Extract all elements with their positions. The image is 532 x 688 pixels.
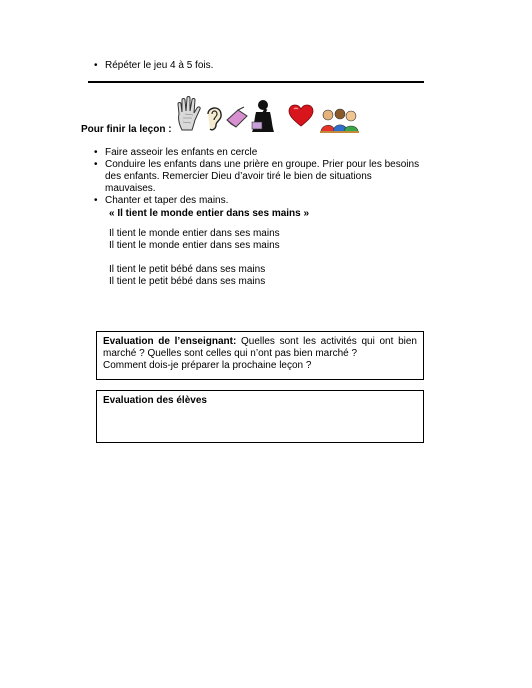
song-lyrics bbox=[109, 228, 409, 288]
finish-item: • Faire asseoir les enfants en cercle bbox=[94, 147, 424, 159]
teacher-eval-label: Evaluation de l’enseignant: bbox=[103, 336, 237, 347]
student-evaluation-box bbox=[96, 390, 424, 443]
song-line bbox=[109, 252, 409, 264]
hand-icon bbox=[176, 96, 202, 132]
ear-icon bbox=[204, 104, 224, 132]
finish-item: • Chanter et taper des mains. bbox=[94, 195, 424, 207]
song-line: Il tient le monde entier dans ses mains bbox=[109, 240, 280, 251]
song-title: « Il tient le monde entier dans ses mains » bbox=[109, 208, 310, 219]
teacher-eval-text bbox=[103, 336, 417, 360]
section-divider bbox=[88, 81, 424, 83]
intro-item: • Répéter le jeu 4 à 5 fois. bbox=[94, 60, 424, 72]
finish-item: • Conduire les enfants dans une prière en groupe. Prier pour les besoins des enfants. Remercier Dieu d’avoir tiré le bien de situations mauvaises. bbox=[94, 159, 424, 195]
student-eval-label: Evaluation des élèves bbox=[103, 395, 207, 406]
song-line: Il tient le petit bébé dans ses mains bbox=[109, 264, 266, 275]
teacher-eval-question: Quelles sont les activités qui ont bien marché ? Quelles sont celles qui n’ont pas bien marché ? bbox=[103, 336, 417, 359]
children-group-icon bbox=[318, 108, 360, 134]
finish-heading: Pour finir la leçon : bbox=[81, 124, 172, 135]
finish-icons bbox=[176, 96, 362, 136]
intro-list bbox=[94, 60, 424, 72]
eraser-icon bbox=[224, 106, 250, 130]
heart-icon bbox=[288, 104, 314, 128]
teacher-eval-question-2: Comment dois-je préparer la prochaine leçon ? bbox=[103, 360, 312, 371]
song-line: Il tient le petit bébé dans ses mains bbox=[109, 276, 266, 287]
child-praying-icon bbox=[248, 98, 278, 134]
song-line: Il tient le monde entier dans ses mains bbox=[109, 228, 280, 239]
teacher-evaluation-box bbox=[96, 331, 424, 380]
finish-list bbox=[94, 147, 424, 207]
